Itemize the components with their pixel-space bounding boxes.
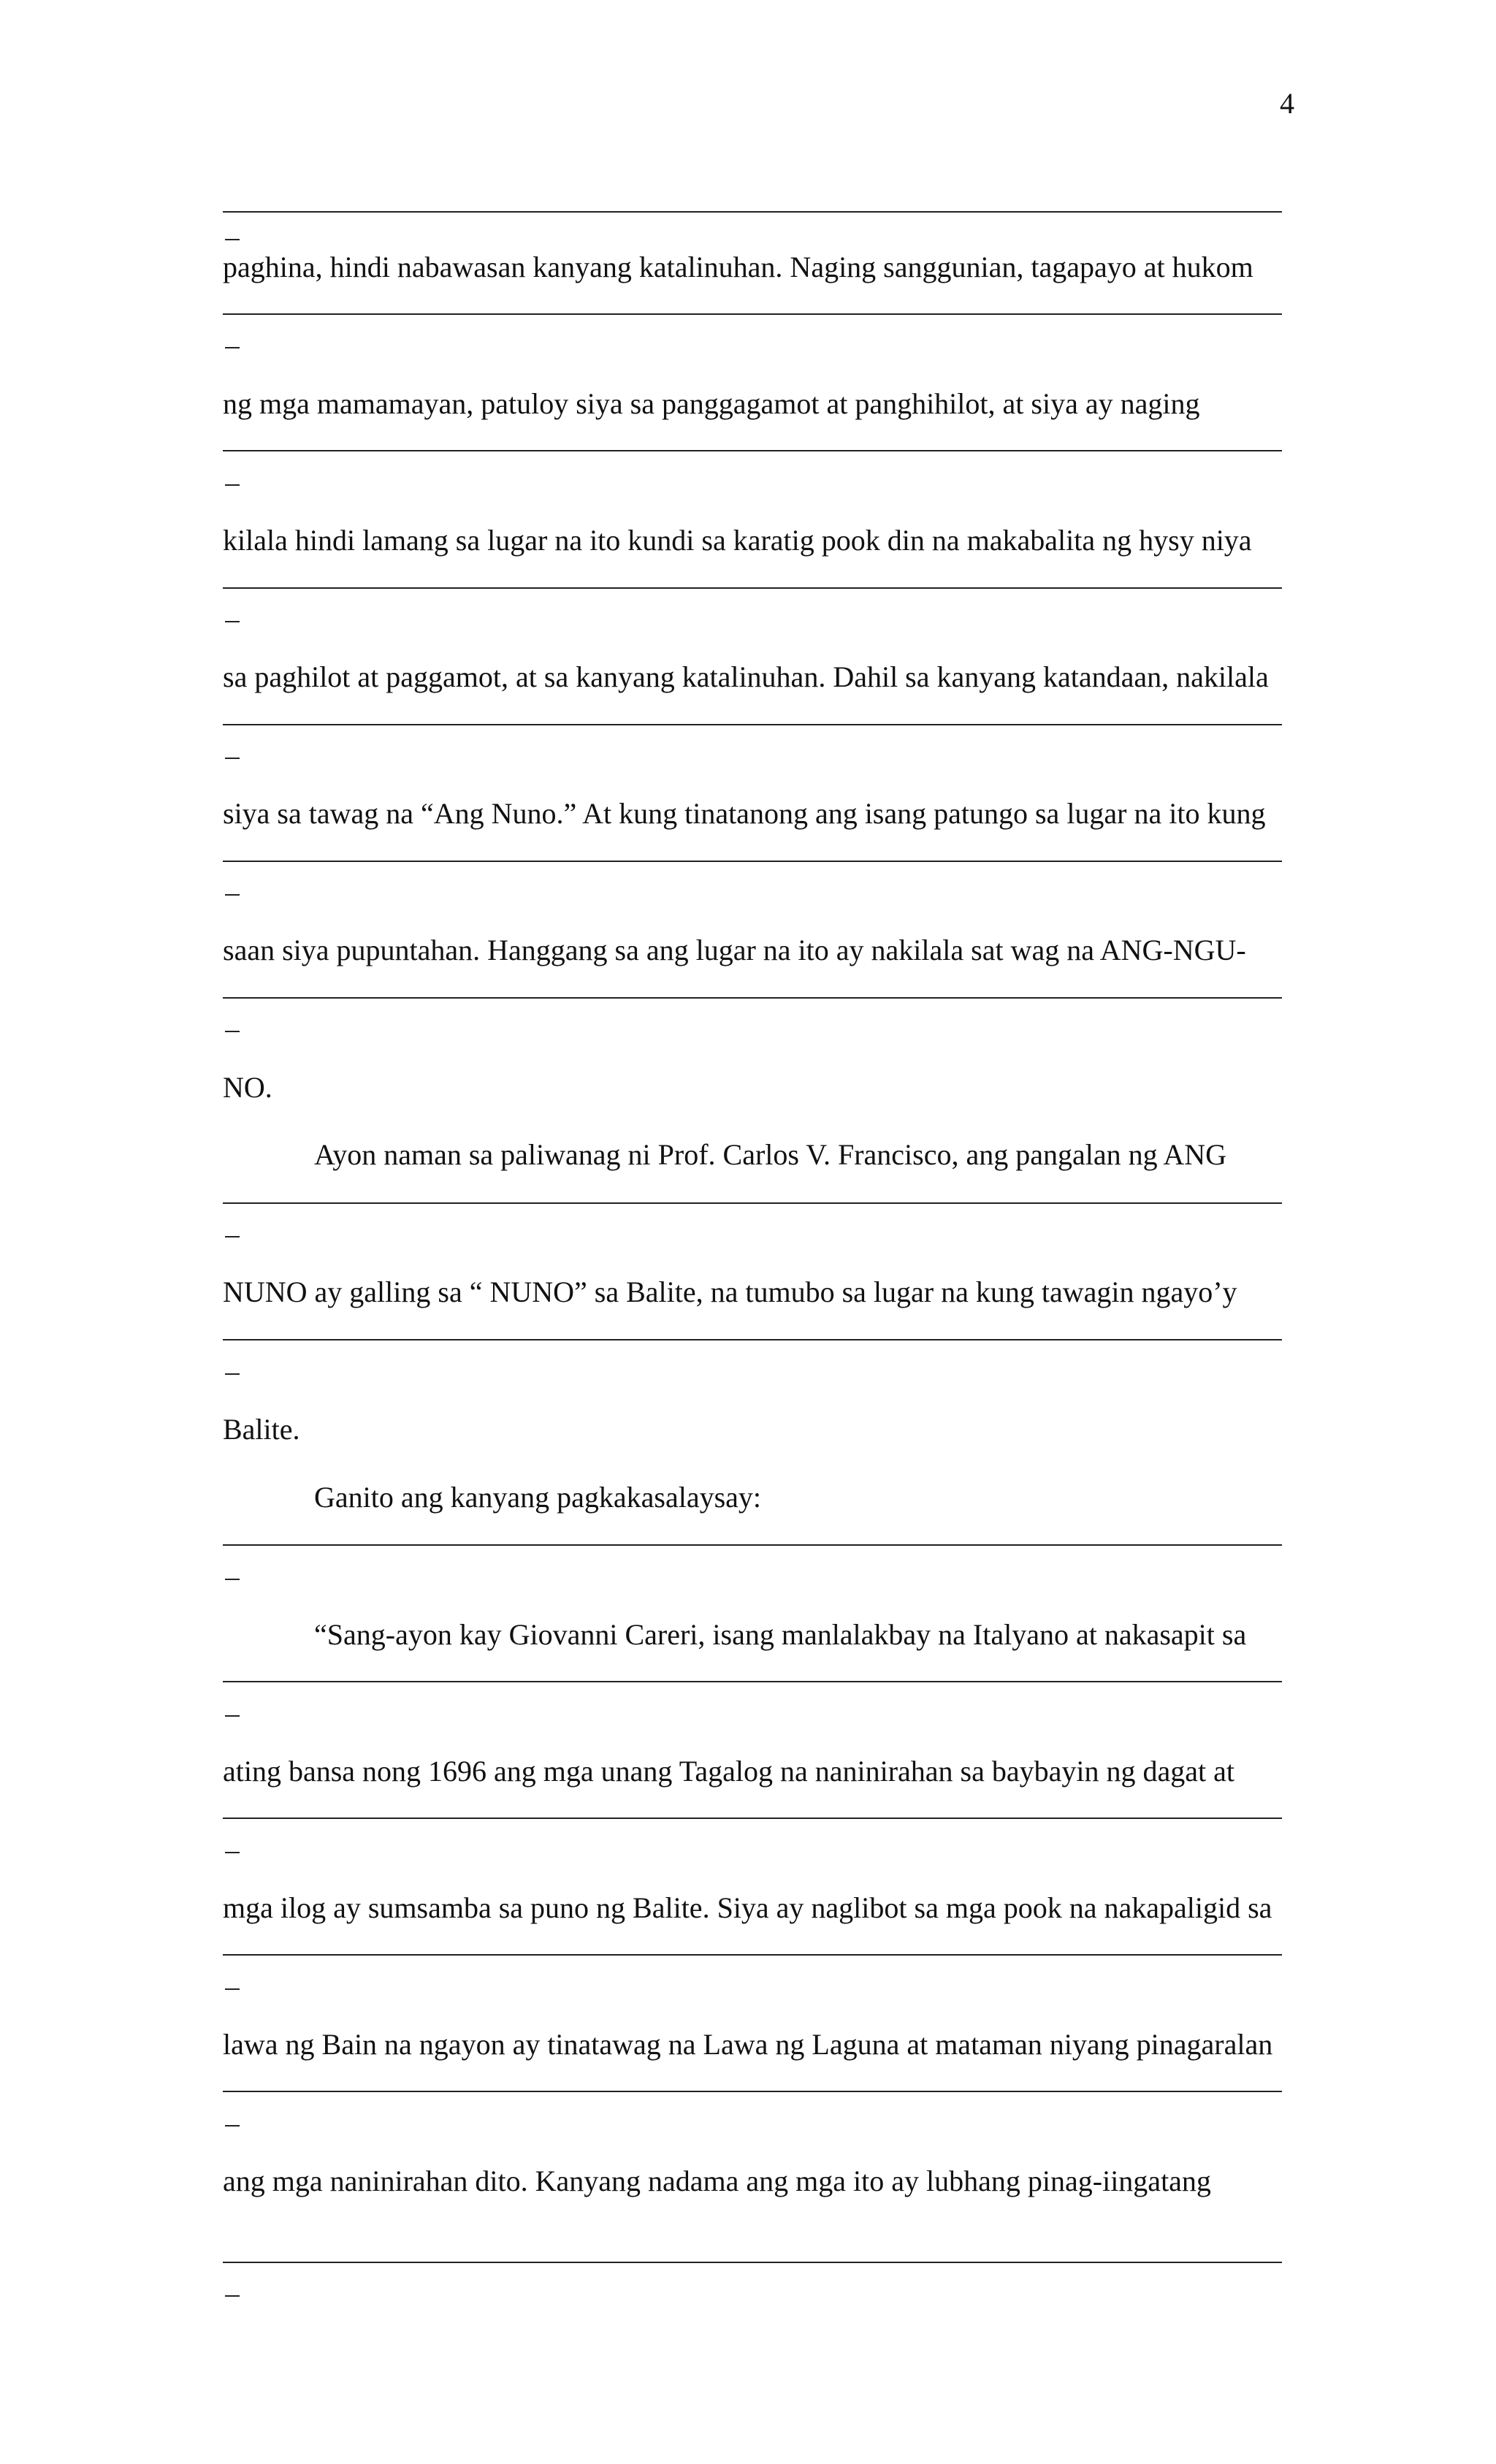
dash-3 bbox=[225, 484, 240, 486]
dash-14 bbox=[225, 2125, 240, 2127]
rule-14 bbox=[223, 2091, 1282, 2092]
text-line: Balite. bbox=[223, 1413, 300, 1446]
dash-11 bbox=[225, 1715, 240, 1717]
text-line: saan siya pupuntahan. Hanggang sa ang lugar na ito ay nakilala sat wag na ANG-NGU- bbox=[223, 934, 1246, 966]
rule-12 bbox=[223, 1818, 1282, 1819]
dash-12 bbox=[225, 1852, 240, 1853]
rule-5 bbox=[223, 724, 1282, 725]
text-line: ng mga mamamayan, patuloy siya sa panggagamot at panghihilot, at siya ay naging bbox=[223, 387, 1200, 420]
dash-2 bbox=[225, 347, 240, 348]
rule-8 bbox=[223, 1202, 1282, 1204]
text-line: NUNO ay galling sa “ NUNO” sa Balite, na tumubo sa lugar na kung tawagin ngayo’y bbox=[223, 1275, 1237, 1308]
text-line: kilala hindi lamang sa lugar na ito kundi sa karatig pook din na makabalita ng hysy niya bbox=[223, 524, 1252, 557]
dash-6 bbox=[225, 894, 240, 896]
text-line: lawa ng Bain na ngayon ay tinatawag na Lawa ng Laguna at mataman niyang pinagaralan bbox=[223, 2028, 1273, 2061]
rule-3 bbox=[223, 450, 1282, 451]
rule-11 bbox=[223, 1681, 1282, 1682]
page-number: 4 bbox=[1280, 87, 1294, 120]
rule-10 bbox=[223, 1544, 1282, 1546]
dash-15 bbox=[225, 2295, 240, 2297]
rule-7 bbox=[223, 997, 1282, 999]
dash-1 bbox=[225, 239, 240, 240]
text-line: Ayon naman sa paliwanag ni Prof. Carlos V. Francisco, ang pangalan ng ANG bbox=[314, 1138, 1227, 1171]
text-line: ang mga naninirahan dito. Kanyang nadama ang mga ito ay lubhang pinag-iingatang bbox=[223, 2164, 1211, 2197]
dash-4 bbox=[225, 621, 240, 622]
dash-9 bbox=[225, 1373, 240, 1375]
dash-10 bbox=[225, 1579, 240, 1580]
text-line: Ganito ang kanyang pagkakasalaysay: bbox=[314, 1481, 762, 1514]
text-line: sa paghilot at paggamot, at sa kanyang katalinuhan. Dahil sa kanyang katandaan, nakilala bbox=[223, 660, 1269, 693]
dash-7 bbox=[225, 1031, 240, 1032]
rule-4 bbox=[223, 587, 1282, 589]
rule-9 bbox=[223, 1339, 1282, 1340]
dash-5 bbox=[225, 758, 240, 759]
text-line: mga ilog ay sumsamba sa puno ng Balite. Siya ay naglibot sa mga pook na nakapaligid sa bbox=[223, 1891, 1272, 1924]
rule-2 bbox=[223, 313, 1282, 315]
rule-13 bbox=[223, 1954, 1282, 1956]
rule-1 bbox=[223, 211, 1282, 213]
text-line: ating bansa nong 1696 ang mga unang Tagalog na naninirahan sa baybayin ng dagat at bbox=[223, 1755, 1234, 1788]
text-line: siya sa tawag na “Ang Nuno.” At kung tinatanong ang isang patungo sa lugar na ito kung bbox=[223, 797, 1266, 830]
rule-6 bbox=[223, 861, 1282, 862]
text-line: “Sang-ayon kay Giovanni Careri, isang manlalakbay na Italyano at nakasapit sa bbox=[314, 1618, 1247, 1651]
rule-15 bbox=[223, 2262, 1282, 2263]
text-line: paghina, hindi nabawasan kanyang katalinuhan. Naging sanggunian, tagapayo at hukom bbox=[223, 251, 1253, 283]
dash-13 bbox=[225, 1988, 240, 1990]
dash-8 bbox=[225, 1236, 240, 1237]
text-line: NO. bbox=[223, 1071, 272, 1104]
